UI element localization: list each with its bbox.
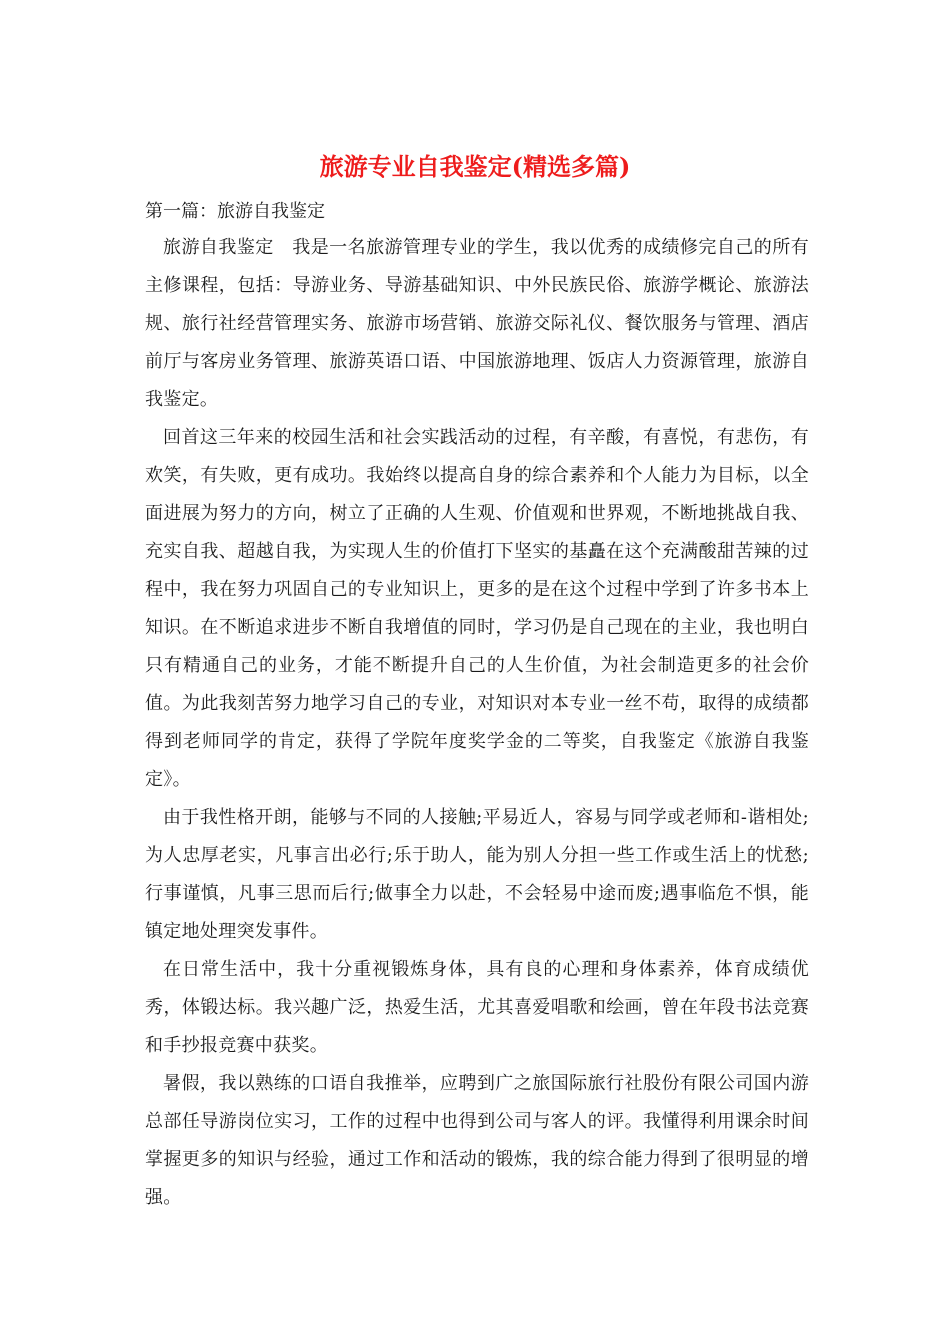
paragraph-2: 回首这三年来的校园生活和社会实践活动的过程，有辛酸，有喜悦，有悲伤，有欢笑，有失败，更有成功。我始终以提高自身的综合素养和个人能力为目标，以全面进展为努力的方向，树立了正确的人生观、价值观和世界观，不断地挑战自我、充实自我、超越自我，为实现人生的价值打下坚实的基矗在这个充满酸甜苦辣的过程中，我在努力巩固自己的专业知识上，更多的是在这个过程中学到了许多书本上知识。在不断追求进步不断自我增值的同时，学习仍是自己现在的主业，我也明白只有精通自己的业务，才能不断提升自己的人生价值，为社会制造更多的社会价值。为此我刻苦努力地学习自己的专业，对知识对本专业一丝不苟，取得的成绩都得到老师同学的肯定，获得了学院年度奖学金的二等奖，自我鉴定《旅游自我鉴定》。 bbox=[145, 427, 809, 790]
document-title: 旅游专业自我鉴定(精选多篇) bbox=[319, 152, 631, 181]
paragraph-1: 旅游自我鉴定 我是一名旅游管理专业的学生，我以优秀的成绩修完自己的所有主修课程，包括：导游业务、导游基础知识、中外民族民俗、旅游学概论、旅游法规、旅行社经营管理实务、旅游市场营销、旅游交际礼仪、餐饮服务与管理、酒店前厅与客房业务管理、旅游英语口语、中国旅游地理、饭店人力资源管理，旅游自我鉴定。 bbox=[145, 237, 809, 410]
paragraph-3: 由于我性格开朗，能够与不同的人接触;平易近人，容易与同学或老师和-谐相处;为人忠厚老实，凡事言出必行;乐于助人，能为别人分担一些工作或生活上的忧愁;行事谨慎，凡事三思而后行;做事全力以赴，不会轻易中途而废;遇事临危不惧，能镇定地处理突发事件。 bbox=[145, 807, 809, 942]
paragraph-5: 暑假，我以熟练的口语自我推举，应聘到广之旅国际旅行社股份有限公司国内游总部任导游岗位实习，工作的过程中也得到公司与客人的评。我懂得利用课余时间掌握更多的知识与经验，通过工作和活动的锻炼，我的综合能力得到了很明显的增强。 bbox=[145, 1073, 809, 1208]
section-heading: 第一篇：旅游自我鉴定 bbox=[145, 201, 325, 222]
paragraph-4: 在日常生活中，我十分重视锻炼身体，具有良的心理和身体素养，体育成绩优秀，体锻达标。我兴趣广泛，热爱生活，尤其喜爱唱歌和绘画，曾在年段书法竞赛和手抄报竞赛中获奖。 bbox=[145, 959, 809, 1056]
document-body bbox=[145, 229, 809, 1217]
